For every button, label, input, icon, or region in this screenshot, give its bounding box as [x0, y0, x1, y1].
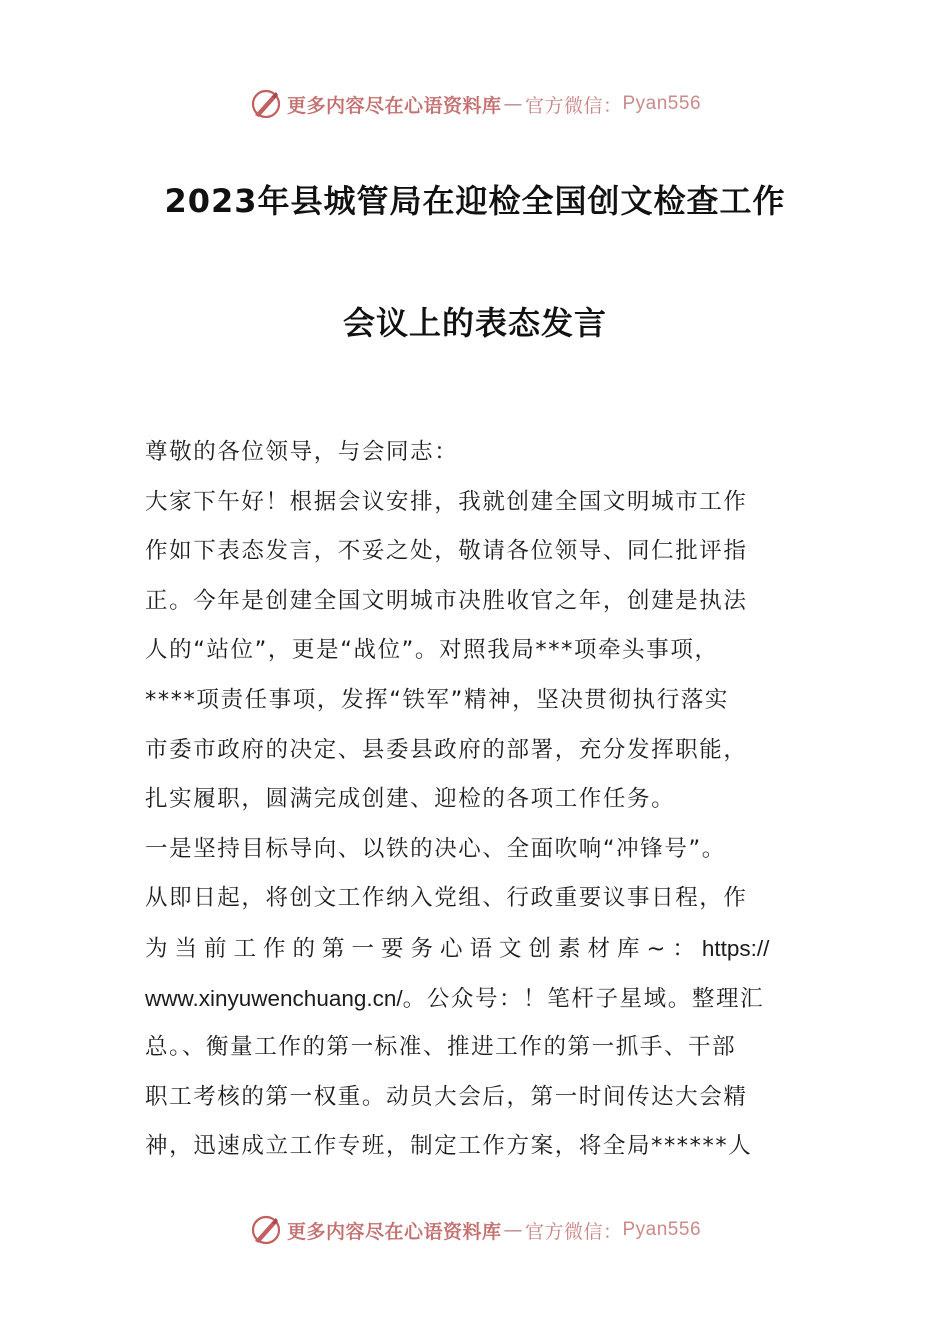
watermark-contact-code: Pyan556: [622, 1219, 702, 1240]
pen-logo-icon: [249, 87, 283, 121]
body-line: [145, 924, 805, 974]
body-text: 为当前工作的第一要务心语文创素材库~：: [145, 935, 702, 962]
document-title-line-1: 2023年县城管局在迎检全国创文检查工作: [164, 182, 786, 220]
body-line: [145, 974, 805, 1024]
body-text: 。公众号：！笔杆子星域。整理汇: [402, 985, 765, 1012]
body-line: 职工考核的第一权重。动员大会后，第一时间传达大会精: [145, 1083, 748, 1110]
watermark-contact-label: 官方微信：: [524, 94, 623, 117]
site-url-part-1: https://: [701, 935, 770, 961]
body-line: 作如下表态发言，不妥之处，敬请各位领导、同仁批评指: [145, 538, 748, 565]
site-url-part-2: www.xinyuwenchuang.cn/: [145, 985, 403, 1011]
watermark-header: [0, 84, 950, 124]
watermark-separator: —: [503, 93, 523, 115]
body-line: 扎实履职，圆满完成创建、迎检的各项工作任务。: [145, 786, 676, 813]
document-title-line-2: 会议上的表态发言: [342, 304, 607, 342]
watermark-separator: —: [503, 1219, 523, 1241]
body-line: 一是坚持目标导向、以铁的决心、全面吹响“冲锋号”。: [145, 835, 726, 862]
body-line: 尊敬的各位领导，与会同志：: [145, 439, 459, 465]
watermark-brand: 更多内容尽在心语资料库: [286, 1220, 502, 1243]
watermark-contact-code: Pyan556: [622, 93, 702, 114]
watermark-contact-label: 官方微信：: [524, 1220, 623, 1243]
body-line: 大家下午好！根据会议安排，我就创建全国文明城市工作: [145, 488, 748, 515]
watermark-footer: [0, 1210, 950, 1250]
body-line: 市委市政府的决定、县委县政府的部署，充分发挥职能，: [145, 736, 748, 763]
body-line: 正。今年是创建全国文明城市决胜收官之年，创建是执法: [145, 587, 748, 614]
body-line: ****项责任事项，发挥“铁军”精神，坚决贯彻执行落实: [145, 686, 730, 713]
body-line: 人的“站位”，更是“战位”。对照我局***项牵头事项，: [145, 637, 719, 664]
pen-logo-icon: [249, 1213, 283, 1247]
body-line: 总。、衡量工作的第一标准、推进工作的第一抓手、干部: [145, 1034, 737, 1061]
body-line: 神，迅速成立工作专班，制定工作方案，将全局******人: [145, 1133, 753, 1160]
body-line: 从即日起，将创文工作纳入党组、行政重要议事日程，作: [145, 885, 748, 912]
document-body: [145, 428, 805, 1172]
watermark-brand: 更多内容尽在心语资料库: [286, 94, 502, 117]
